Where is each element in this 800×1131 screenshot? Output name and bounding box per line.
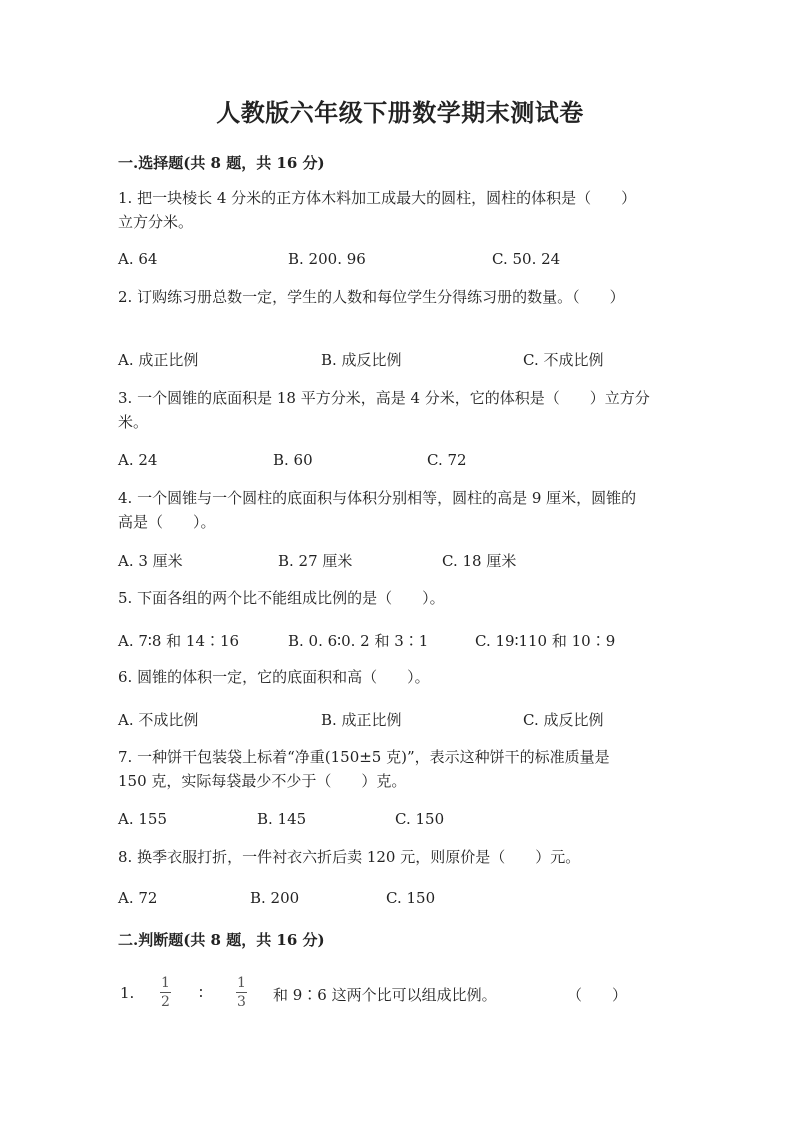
- option-b: B. 60: [273, 451, 313, 469]
- question-4: [118, 486, 636, 534]
- option-a: A. 24: [118, 451, 158, 469]
- option-b: B. 成反比例: [321, 351, 402, 369]
- question-7: [118, 745, 610, 793]
- fraction-denominator: 2: [161, 994, 170, 1010]
- question-text: 高是（ ）。: [118, 513, 216, 531]
- ratio-colon: ∶: [199, 984, 203, 1002]
- option-c: C. 19∶110 和 10∶9: [475, 632, 616, 650]
- question-1: [118, 186, 636, 234]
- option-a: A. 155: [118, 810, 167, 828]
- fraction-one-half: [160, 975, 171, 1010]
- question-text: 5. 下面各组的两个比不能组成比例的是（ ）。: [118, 589, 445, 607]
- question-text: 150 克，实际每袋最少不少于（ ）克。: [118, 772, 407, 790]
- option-a: A. 不成比例: [118, 711, 199, 729]
- option-a: A. 64: [118, 250, 158, 268]
- question-6: [118, 665, 430, 689]
- fraction-bar: [160, 992, 171, 993]
- question-2: [118, 285, 625, 309]
- question-text: 2. 订购练习册总数一定，学生的人数和每位学生分得练习册的数量。（ ）: [118, 288, 625, 306]
- section-heading-judgment: 二.判断题(共 8 题，共 16 分): [118, 931, 325, 949]
- option-a: A. 成正比例: [118, 351, 199, 369]
- option-b: B. 145: [257, 810, 307, 828]
- question-text: 8. 换季衣服打折，一件衬衣六折后卖 120 元，则原价是（ ）元。: [118, 848, 581, 866]
- option-b: B. 成正比例: [321, 711, 402, 729]
- fraction-numerator: 1: [237, 975, 246, 991]
- question-text: 1. 把一块棱长 4 分米的正方体木料加工成最大的圆柱，圆柱的体积是（ ）: [118, 189, 637, 207]
- option-c: C. 72: [427, 451, 467, 469]
- question-text: 3. 一个圆锥的底面积是 18 平方分米，高是 4 分米，它的体积是（ ）立方分: [118, 389, 650, 407]
- judgment-text: 和 9∶6 这两个比可以组成比例。: [273, 986, 497, 1004]
- option-b: B. 200: [250, 889, 300, 907]
- option-a: A. 7∶8 和 14∶16: [118, 632, 240, 650]
- question-text: 6. 圆锥的体积一定，它的底面积和高（ ）。: [118, 668, 430, 686]
- judgment-number: 1.: [120, 984, 135, 1002]
- question-text: 7. 一种饼干包装袋上标着“净重(150±5 克)”，表示这种饼干的标准质量是: [118, 748, 610, 766]
- question-text: 立方分米。: [118, 213, 194, 231]
- option-b: B. 200. 96: [288, 250, 366, 268]
- option-c: C. 150: [395, 810, 445, 828]
- question-text: 米。: [118, 413, 149, 431]
- fraction-one-third: [236, 975, 247, 1010]
- answer-parentheses: （ ）: [567, 986, 628, 1004]
- question-5: [118, 586, 445, 610]
- option-c: C. 150: [386, 889, 436, 907]
- option-a: A. 3 厘米: [118, 552, 183, 570]
- option-c: C. 18 厘米: [442, 552, 517, 570]
- section-heading-choice: 一.选择题(共 8 题，共 16 分): [118, 154, 325, 172]
- question-3: [118, 386, 650, 434]
- option-a: A. 72: [118, 889, 158, 907]
- question-8: [118, 845, 580, 869]
- option-b: B. 27 厘米: [278, 552, 353, 570]
- fraction-numerator: 1: [161, 975, 170, 991]
- option-c: C. 成反比例: [523, 711, 604, 729]
- fraction-bar: [236, 992, 247, 993]
- option-c: C. 不成比例: [523, 351, 604, 369]
- fraction-denominator: 3: [237, 994, 246, 1010]
- option-c: C. 50. 24: [492, 250, 561, 268]
- option-b: B. 0. 6∶0. 2 和 3∶1: [288, 632, 429, 650]
- page-title: 人教版六年级下册数学期末测试卷: [216, 98, 584, 127]
- question-text: 4. 一个圆锥与一个圆柱的底面积与体积分别相等，圆柱的高是 9 厘米，圆锥的: [118, 489, 637, 507]
